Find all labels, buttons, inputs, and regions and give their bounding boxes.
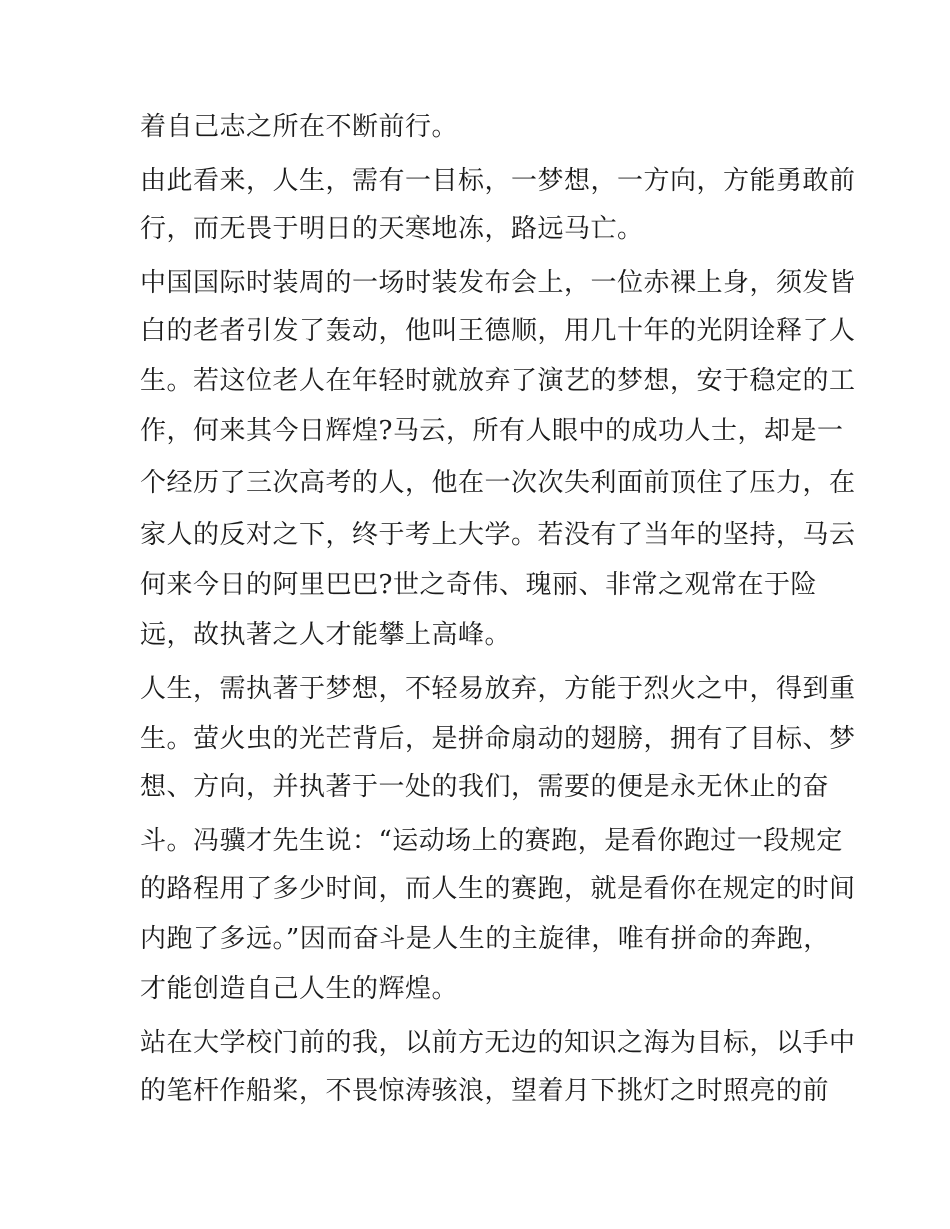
text-line: 才能创造自己人生的辉煌。	[140, 974, 459, 1004]
text-line: 的路程用了多少时间，而人生的赛跑，就是看你在规定的时间	[140, 874, 856, 904]
text-line: 行，而无畏于明日的天寒地冻，路远马亡。	[140, 214, 644, 244]
text-line: 白的老者引发了轰动，他叫王德顺，用几十年的光阴诠释了人	[140, 316, 856, 346]
text-line: 生。萤火虫的光芒背后，是拼命扇动的翅膀，拥有了目标、梦	[140, 724, 856, 754]
text-line: 内跑了多远。”因而奋斗是人生的主旋律，唯有拼命的奔跑，	[140, 924, 830, 954]
text-line: 远，故执著之人才能攀上高峰。	[140, 620, 512, 650]
text-line: 着自己志之所在不断前行。	[140, 112, 459, 142]
text-line: 想、方向，并执著于一处的我们，需要的便是永无休止的奋	[140, 772, 830, 802]
text-line: 生。若这位老人在年轻时就放弃了演艺的梦想，安于稳定的工	[140, 366, 856, 396]
text-line: 个经历了三次高考的人，他在一次次失利面前顶住了压力，在	[140, 468, 856, 498]
text-line: 站在大学校门前的我，以前方无边的知识之海为目标，以手中	[140, 1028, 856, 1058]
text-line: 中国国际时装周的一场时装发布会上，一位赤裸上身，须发皆	[140, 268, 856, 298]
text-line: 作，何来其今日辉煌?马云，所有人眼中的成功人士，却是一	[140, 416, 844, 446]
text-line: 何来今日的阿里巴巴?世之奇伟、瑰丽、非常之观常在于险	[140, 570, 817, 600]
text-line: 家人的反对之下，终于考上大学。若没有了当年的坚持，马云	[140, 520, 856, 550]
text-line: 人生，需执著于梦想，不轻易放弃，方能于烈火之中，得到重	[140, 674, 856, 704]
text-line: 的笔杆作船桨，不畏惊涛骇浪，望着月下挑灯之时照亮的前	[140, 1076, 830, 1106]
text-line: 由此看来，人生，需有一目标，一梦想，一方向，方能勇敢前	[140, 166, 856, 196]
text-line: 斗。冯骥才先生说：“运动场上的赛跑，是看你跑过一段规定	[140, 826, 843, 856]
